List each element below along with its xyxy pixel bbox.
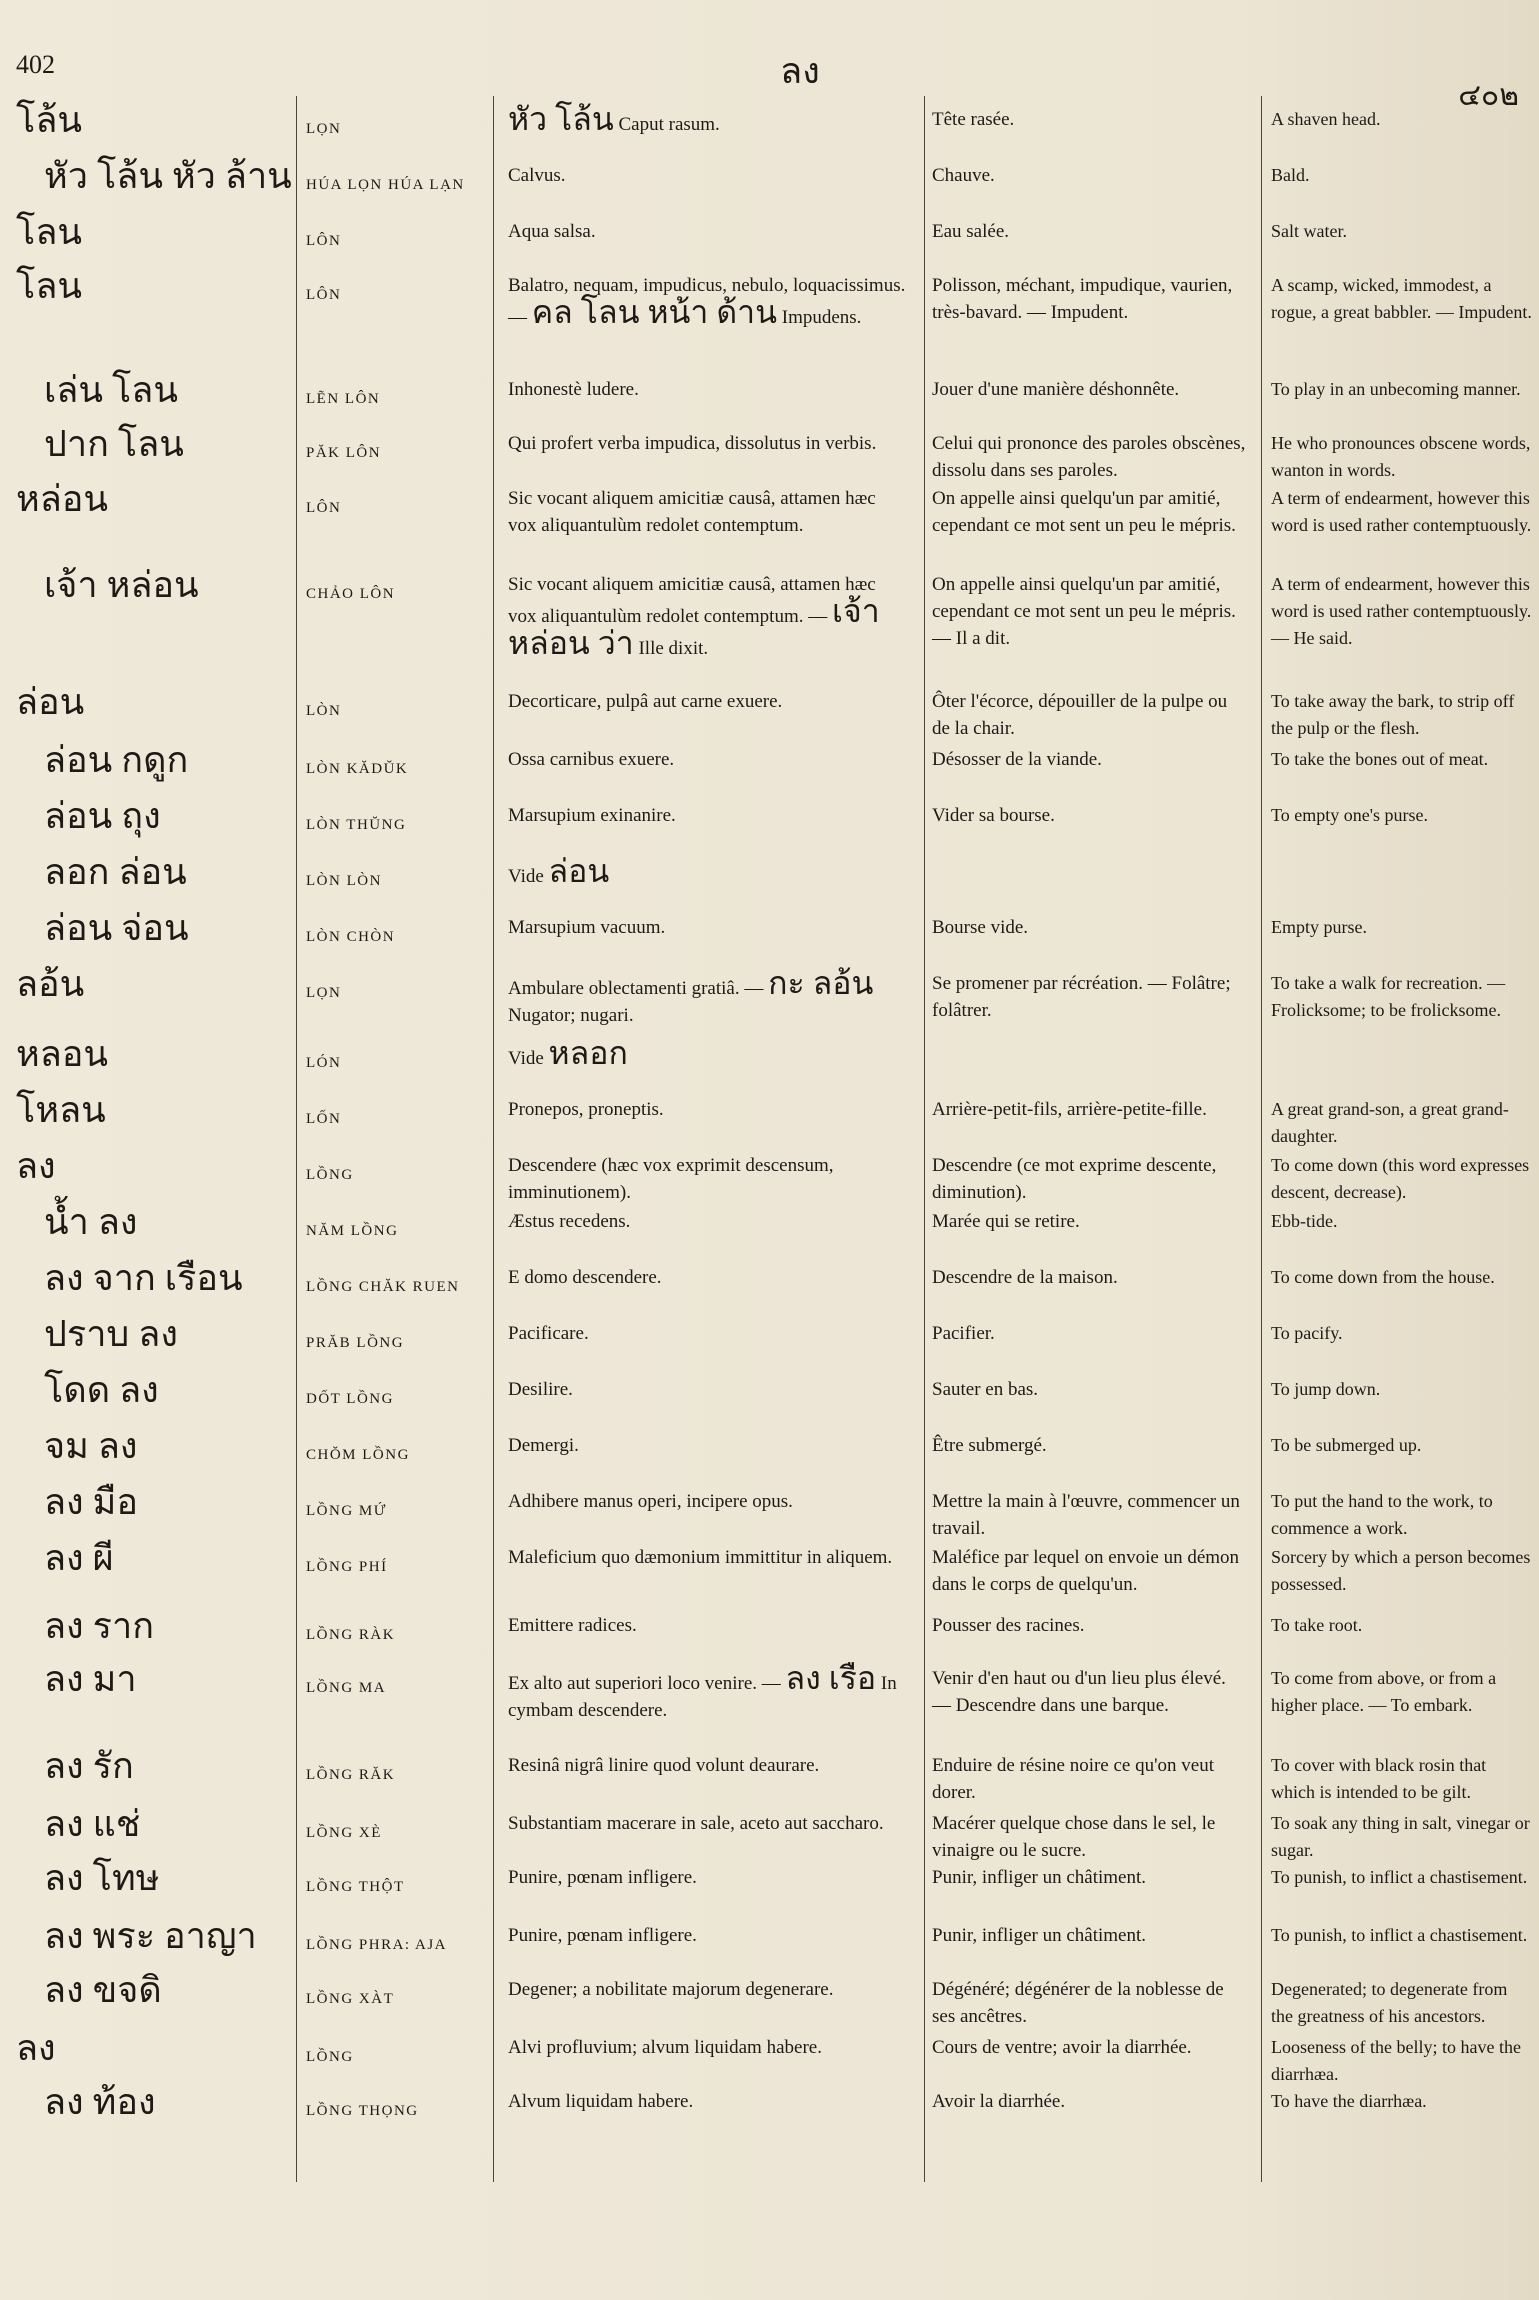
english-definition: Ebb-tide.	[1271, 1211, 1338, 1231]
latin-definition	[508, 853, 908, 890]
latin-text: Ossa carnibus exuere.	[508, 749, 675, 770]
romanization: LỒNG XÈ	[306, 1825, 382, 1841]
french-definition: Pacifier.	[932, 1323, 995, 1344]
english-definition: To take the bones out of meat.	[1271, 749, 1489, 769]
english-definition: To punish, to inflict a chastisement.	[1271, 1925, 1528, 1945]
latin-text: Adhibere manus operi, incipere opus.	[508, 1491, 793, 1512]
english-definition: To have the diarrhæa.	[1271, 2091, 1427, 2111]
romanization: LÒN KĂDŬK	[306, 761, 409, 777]
latin-tail: Nugator; nugari.	[508, 1005, 634, 1026]
thai-headword: ล่อน กดูก	[44, 740, 189, 780]
latin-text: Decorticare, pulpâ aut carne exuere.	[508, 691, 783, 712]
latin-definition	[508, 2088, 908, 2115]
latin-definition	[508, 1488, 908, 1515]
latin-definition	[508, 162, 908, 189]
romanization: LỒNG RÀK	[306, 1627, 396, 1643]
thai-headword: ลง แช่	[44, 1804, 141, 1844]
latin-text: Punire, pœnam infligere.	[508, 1925, 697, 1946]
romanization: LỒNG PHRA: AJA	[306, 1937, 448, 1953]
french-definition: Dégénéré; dégénérer de la noblesse de ses ancêtres.	[932, 1979, 1224, 2027]
english-definition: Salt water.	[1271, 221, 1347, 241]
thai-headword: หล่อน	[16, 479, 109, 519]
romanization: CHẢO LÔN	[306, 586, 396, 602]
thai-headword: ล่อน	[16, 682, 85, 722]
french-definition: Chauve.	[932, 165, 995, 186]
thai-headword: จม ลง	[44, 1426, 138, 1466]
english-definition: A great grand-son, a great grand-daughter.	[1271, 1099, 1509, 1146]
latin-definition	[508, 914, 908, 941]
english-definition: He who pronounces obscene words, wanton in words.	[1271, 433, 1531, 480]
english-definition: To take away the bark, to strip off the pulp or the flesh.	[1271, 691, 1515, 738]
romanization: LÓN	[306, 1055, 342, 1071]
latin-definition	[508, 1660, 908, 1724]
latin-definition	[508, 485, 908, 539]
latin-definition	[508, 1320, 908, 1347]
latin-tail: Ille dixit.	[633, 638, 709, 659]
latin-text: Æstus recedens.	[508, 1211, 631, 1232]
latin-thai-word: ล่อน	[548, 853, 610, 889]
thai-headword: ล่อน จ่อน	[44, 908, 189, 948]
english-definition: To empty one's purse.	[1271, 805, 1428, 825]
latin-thai-word: ลง เรือ	[785, 1660, 877, 1696]
latin-text: Alvi profluvium; alvum liquidam habere.	[508, 2037, 822, 2058]
latin-text: Resinâ nigrâ linire quod volunt deaurare.	[508, 1755, 820, 1776]
english-definition: To be submerged up.	[1271, 1435, 1422, 1455]
latin-thai-word: เจ้า หล่อน ว่า	[508, 593, 880, 661]
french-definition: Ôter l'écorce, dépouiller de la pulpe ou de la chair.	[932, 691, 1228, 739]
english-definition: To take a walk for recreation. — Frolicksome; to be frolicksome.	[1271, 973, 1506, 1020]
english-definition: To jump down.	[1271, 1379, 1381, 1399]
romanization: CHŎM LỒNG	[306, 1447, 410, 1463]
romanization: LỒNG THỘT	[306, 1879, 405, 1895]
english-definition: To come from above, or from a higher place. — To embark.	[1271, 1668, 1497, 1715]
latin-definition	[508, 1376, 908, 1403]
thai-headword: ล่อน ถุง	[44, 796, 161, 836]
latin-text: Marsupium vacuum.	[508, 917, 666, 938]
column-rule	[1261, 96, 1262, 2182]
latin-text: Ambulare oblectamenti gratiâ. —	[508, 978, 769, 999]
latin-thai-word: หัว โล้น	[508, 101, 614, 137]
romanization: LỒNG	[306, 1167, 354, 1183]
column-rule	[924, 96, 925, 2182]
romanization: LÒN LÒN	[306, 873, 382, 889]
latin-text: Sic vocant aliquem amicitiæ causâ, attamen hæc vox aliquantulùm redolet contemptum.	[508, 488, 876, 536]
latin-definition	[508, 1432, 908, 1459]
latin-text: Degener; a nobilitate majorum degenerare.	[508, 1979, 834, 2000]
english-definition: To pacify.	[1271, 1323, 1343, 1343]
latin-text: Desilire.	[508, 1379, 573, 1400]
latin-definition	[508, 802, 908, 829]
french-definition: Se promener par récréation. — Folâtre; folâtrer.	[932, 973, 1231, 1021]
french-definition: Mettre la main à l'œuvre, commencer un travail.	[932, 1491, 1240, 1539]
french-definition: Enduire de résine noire ce qu'on veut dorer.	[932, 1755, 1214, 1803]
thai-headword: ลอก ล่อน	[44, 852, 187, 892]
french-definition: Jouer d'une manière déshonnête.	[932, 379, 1180, 400]
english-definition: To soak any thing in salt, vinegar or sugar.	[1271, 1813, 1530, 1860]
latin-definition	[508, 218, 908, 245]
latin-text: Vide	[508, 1048, 549, 1069]
latin-definition	[508, 1544, 908, 1571]
romanization: LỒNG RĂK	[306, 1767, 396, 1783]
latin-definition	[508, 1264, 908, 1291]
latin-definition	[508, 1612, 908, 1639]
thai-headword: ลอ้น	[16, 964, 85, 1004]
french-definition: Maléfice par lequel on envoie un démon dans le corps de quelqu'un.	[932, 1547, 1240, 1595]
romanization: LỒNG THỌNG	[306, 2103, 419, 2119]
thai-headword: ลง	[16, 1146, 56, 1186]
latin-text: Marsupium exinanire.	[508, 805, 676, 826]
thai-headword: ลง	[16, 2028, 56, 2068]
thai-headword: ลง พระ อาญา	[44, 1916, 257, 1956]
latin-definition	[508, 1035, 908, 1072]
latin-text: Descendere (hæc vox exprimit descensum, imminutionem).	[508, 1155, 834, 1203]
thai-headword: ลง ขจดิ	[44, 1970, 162, 2010]
thai-headword: หลอน	[16, 1034, 109, 1074]
thai-headword: โดด ลง	[44, 1370, 159, 1410]
english-definition: To put the hand to the work, to commence a work.	[1271, 1491, 1493, 1538]
latin-definition	[508, 101, 908, 138]
romanization: LÒN THŬNG	[306, 817, 407, 833]
english-definition: Bald.	[1271, 165, 1310, 185]
thai-headword: ลง จาก เรือน	[44, 1258, 243, 1298]
romanization: LỌN	[306, 985, 342, 1001]
french-definition: Désosser de la viande.	[932, 749, 1102, 770]
english-definition: A scamp, wicked, immodest, a rogue, a great babbler. — Impudent.	[1271, 275, 1532, 322]
french-definition: Eau salée.	[932, 221, 1010, 242]
french-definition: Pousser des racines.	[932, 1615, 1085, 1636]
french-definition: Punir, infliger un châtiment.	[932, 1867, 1147, 1888]
running-head: ลง	[780, 51, 820, 91]
english-definition: Looseness of the belly; to have the diarrhæa.	[1271, 2037, 1521, 2084]
romanization: LỒNG XÀT	[306, 1991, 395, 2007]
romanization: LÒN CHÒN	[306, 929, 396, 945]
english-definition: To take root.	[1271, 1615, 1363, 1635]
french-definition: Avoir la diarrhée.	[932, 2091, 1066, 2112]
french-definition: Celui qui prononce des paroles obscènes, dissolu dans ses paroles.	[932, 433, 1246, 481]
latin-thai-word: คล โลน หน้า ด้าน	[531, 294, 777, 330]
latin-definition	[508, 688, 908, 715]
latin-definition	[508, 571, 908, 662]
column-rule	[493, 96, 494, 2182]
thai-headword: เล่น โลน	[44, 370, 178, 410]
thai-headword: ลง มือ	[44, 1482, 138, 1522]
latin-text: Ex alto aut superiori loco venire. —	[508, 1673, 786, 1694]
french-definition: Descendre de la maison.	[932, 1267, 1118, 1288]
latin-definition	[508, 1810, 908, 1837]
thai-headword: ปราบ ลง	[44, 1314, 178, 1354]
thai-headword: โหลน	[16, 1090, 106, 1130]
romanization: NĂM LỒNG	[306, 1223, 399, 1239]
latin-tail: Impudens.	[777, 307, 862, 328]
latin-text: Calvus.	[508, 165, 566, 186]
english-definition: A term of endearment, however this word is used rather contemptuously. — He said.	[1271, 574, 1532, 648]
romanization: HÚA LỌN HÚA LẠN	[306, 177, 465, 193]
romanization: LÔN	[306, 233, 342, 249]
latin-tail: In cymbam descendere.	[508, 1673, 897, 1721]
latin-definition	[508, 1208, 908, 1235]
thai-headword: ลง ผี	[44, 1538, 114, 1578]
romanization: LÒN	[306, 703, 342, 719]
romanization: LỒNG PHÍ	[306, 1559, 388, 1575]
thai-headword: หัว โล้น หัว ล้าน	[44, 156, 292, 196]
thai-headword: ปาก โลน	[44, 424, 184, 464]
thai-headword: โลน	[16, 212, 83, 252]
latin-text: Substantiam macerare in sale, aceto aut saccharo.	[508, 1813, 884, 1834]
latin-text: Sic vocant aliquem amicitiæ causâ, attamen hæc vox aliquantulùm redolet contemptum. —	[508, 574, 876, 627]
latin-text: Alvum liquidam habere.	[508, 2091, 694, 2112]
latin-text: Maleficium quo dæmonium immittitur in aliquem.	[508, 1547, 893, 1568]
romanization: LỒNG	[306, 2049, 354, 2065]
latin-definition	[508, 1864, 908, 1891]
french-definition: Sauter en bas.	[932, 1379, 1039, 1400]
romanization: LÔN	[306, 287, 342, 303]
french-definition: Tête rasée.	[932, 109, 1015, 130]
thai-headword: เจ้า หล่อน	[44, 565, 199, 605]
thai-headword: ลง รัก	[44, 1746, 134, 1786]
thai-headword: ลง ราก	[44, 1606, 154, 1646]
latin-definition	[508, 430, 908, 457]
latin-definition	[508, 1752, 908, 1779]
english-definition: To punish, to inflict a chastisement.	[1271, 1867, 1528, 1887]
thai-headword: ลง ท้อง	[44, 2082, 156, 2122]
page-number-thai: ๔๐๒	[1458, 79, 1519, 112]
thai-headword: ลง มา	[44, 1659, 137, 1699]
latin-text: Punire, pœnam infligere.	[508, 1867, 697, 1888]
romanization: PRĂB LỒNG	[306, 1335, 405, 1351]
french-definition: On appelle ainsi quelqu'un par amitié, cependant ce mot sent un peu le mépris. — Il a dit.	[932, 574, 1236, 649]
latin-definition	[508, 1096, 908, 1123]
latin-definition	[508, 272, 908, 331]
english-definition: A shaven head.	[1271, 109, 1381, 129]
french-definition: Arrière-petit-fils, arrière-petite-fille.	[932, 1099, 1207, 1120]
latin-definition	[508, 1922, 908, 1949]
english-definition: Sorcery by which a person becomes possessed.	[1271, 1547, 1531, 1594]
latin-text: Inhonestè ludere.	[508, 379, 639, 400]
latin-thai-word: กะ ลอ้น	[768, 965, 874, 1001]
latin-definition	[508, 1152, 908, 1206]
french-definition: Vider sa bourse.	[932, 805, 1055, 826]
english-definition: To come down from the house.	[1271, 1267, 1495, 1287]
english-definition: A term of endearment, however this word is used rather contemptuously.	[1271, 488, 1532, 535]
thai-headword: น้ำ ลง	[44, 1202, 138, 1242]
latin-text: Aqua salsa.	[508, 221, 596, 242]
romanization: LỒNG MA	[306, 1680, 387, 1696]
latin-definition	[508, 965, 908, 1029]
english-definition: To come down (this word expresses descent, decrease).	[1271, 1155, 1530, 1202]
thai-headword: โล้น	[16, 100, 83, 140]
romanization: LỒNG MỨ	[306, 1503, 387, 1519]
english-definition: Empty purse.	[1271, 917, 1367, 937]
latin-thai-word: หลอก	[548, 1035, 628, 1071]
latin-text: Vide	[508, 866, 549, 887]
english-definition: To cover with black rosin that which is intended to be gilt.	[1271, 1755, 1487, 1802]
latin-text: Balatro, nequam, impudicus, nebulo, loquacissimus. —	[508, 275, 906, 328]
page-number: 402	[16, 50, 55, 79]
latin-text: Demergi.	[508, 1435, 579, 1456]
thai-headword: ลง โทษ	[44, 1858, 160, 1898]
french-definition: Bourse vide.	[932, 917, 1029, 938]
romanization: LỒNG CHĂK RUEN	[306, 1279, 460, 1295]
english-definition: To play in an unbecoming manner.	[1271, 379, 1521, 399]
french-definition: Venir d'en haut ou d'un lieu plus élevé. — Descendre dans une barque.	[932, 1668, 1226, 1716]
latin-text: Pacificare.	[508, 1323, 589, 1344]
latin-text: Pronepos, proneptis.	[508, 1099, 664, 1120]
latin-text: Caput rasum.	[613, 114, 720, 135]
latin-definition	[508, 1976, 908, 2003]
romanization: LỌN	[306, 121, 342, 137]
french-definition: On appelle ainsi quelqu'un par amitié, cependant ce mot sent un peu le mépris.	[932, 488, 1236, 536]
thai-headword: โลน	[16, 266, 83, 306]
french-definition: Polisson, méchant, impudique, vaurien, très-bavard. — Impudent.	[932, 275, 1233, 323]
english-definition: Degenerated; to degenerate from the greatness of his ancestors.	[1271, 1979, 1508, 2026]
french-definition: Punir, infliger un châtiment.	[932, 1925, 1147, 1946]
french-definition: Cours de ventre; avoir la diarrhée.	[932, 2037, 1192, 2058]
romanization: PĂK LÔN	[306, 445, 382, 461]
latin-text: E domo descendere.	[508, 1267, 662, 1288]
latin-definition	[508, 746, 908, 773]
french-definition: Descendre (ce mot exprime descente, diminution).	[932, 1155, 1217, 1203]
french-definition: Marée qui se retire.	[932, 1211, 1080, 1232]
romanization: LỐN	[306, 1111, 342, 1127]
latin-text: Emittere radices.	[508, 1615, 637, 1636]
latin-text: Qui profert verba impudica, dissolutus in verbis.	[508, 433, 877, 454]
latin-definition	[508, 2034, 908, 2061]
romanization: LẼN LÔN	[306, 391, 381, 407]
romanization: LÔN	[306, 500, 342, 516]
french-definition: Être submergé.	[932, 1435, 1047, 1456]
french-definition: Macérer quelque chose dans le sel, le vinaigre ou le sucre.	[932, 1813, 1216, 1861]
latin-definition	[508, 376, 908, 403]
romanization: DỐT LỒNG	[306, 1391, 394, 1407]
